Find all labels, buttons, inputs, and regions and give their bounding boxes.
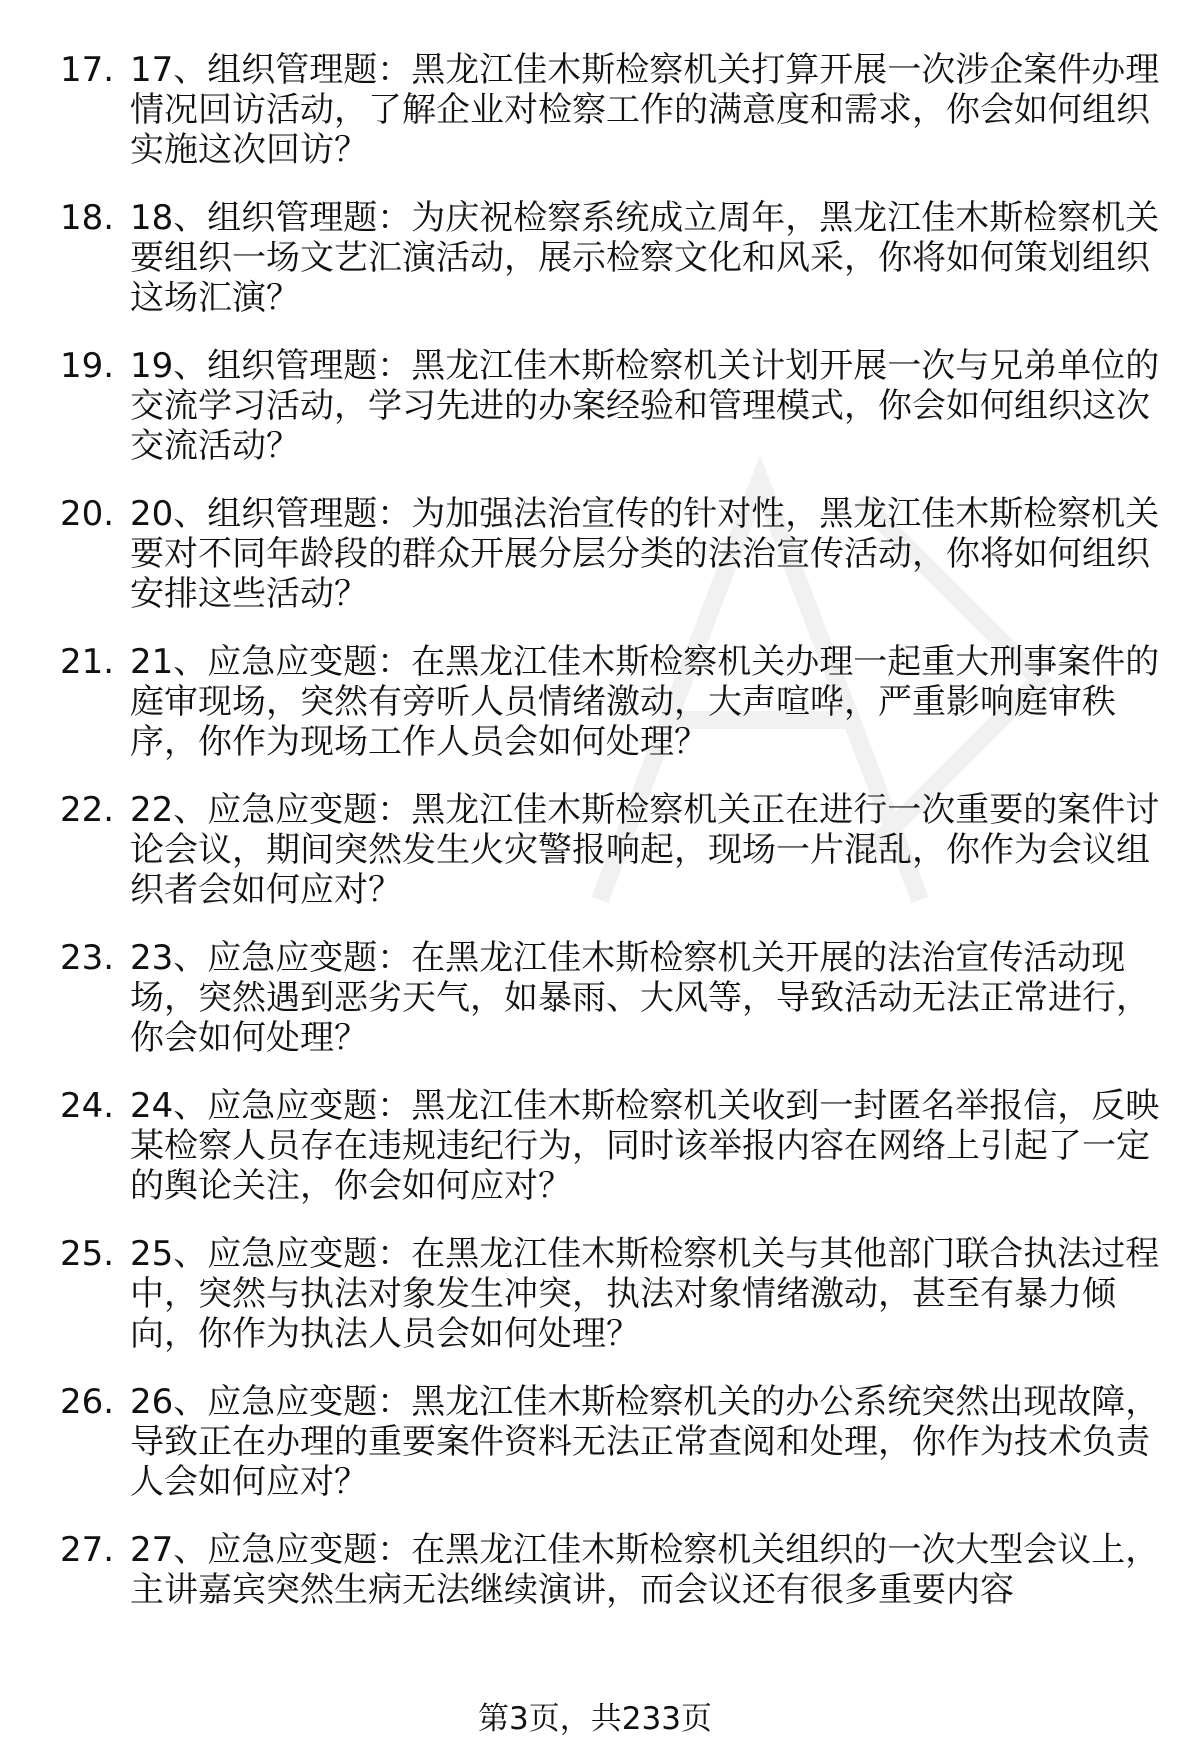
question-item [0, 50, 1190, 170]
question-text: 26、应急应变题：黑龙江佳木斯检察机关的办公系统突然出现故障，导致正在办理的重要案件资料无法正常查阅和处理，你作为技术负责人会如何应对？ [130, 1382, 1160, 1502]
question-text: 25、应急应变题：在黑龙江佳木斯检察机关与其他部门联合执法过程中，突然与执法对象发生冲突，执法对象情绪激动，甚至有暴力倾向，你作为执法人员会如何处理？ [130, 1234, 1160, 1354]
question-number: 22. [60, 790, 115, 830]
question-item [0, 790, 1190, 910]
question-list [0, 50, 1190, 1638]
question-item [0, 1086, 1190, 1206]
question-item [0, 1382, 1190, 1502]
question-text: 18、组织管理题：为庆祝检察系统成立周年，黑龙江佳木斯检察机关要组织一场文艺汇演活动，展示检察文化和风采，你将如何策划组织这场汇演？ [130, 198, 1160, 318]
question-number: 26. [60, 1382, 115, 1422]
question-item [0, 1234, 1190, 1354]
question-number: 19. [60, 346, 115, 386]
question-number: 20. [60, 494, 115, 534]
question-text: 24、应急应变题：黑龙江佳木斯检察机关收到一封匿名举报信，反映某检察人员存在违规违纪行为，同时该举报内容在网络上引起了一定的舆论关注，你会如何应对？ [130, 1086, 1160, 1206]
question-number: 21. [60, 642, 115, 682]
question-text: 21、应急应变题：在黑龙江佳木斯检察机关办理一起重大刑事案件的庭审现场，突然有旁听人员情绪激动，大声喧哗，严重影响庭审秩序，你作为现场工作人员会如何处理？ [130, 642, 1160, 762]
question-item [0, 346, 1190, 466]
question-text: 17、组织管理题：黑龙江佳木斯检察机关打算开展一次涉企案件办理情况回访活动，了解企业对检察工作的满意度和需求，你会如何组织实施这次回访？ [130, 50, 1160, 170]
question-number: 17. [60, 50, 115, 90]
question-text: 27、应急应变题：在黑龙江佳木斯检察机关组织的一次大型会议上，主讲嘉宾突然生病无法继续演讲，而会议还有很多重要内容 [130, 1530, 1160, 1610]
question-number: 27. [60, 1530, 115, 1570]
question-item [0, 642, 1190, 762]
page-footer: 第3页，共233页 [478, 1701, 712, 1737]
question-number: 24. [60, 1086, 115, 1126]
question-text: 19、组织管理题：黑龙江佳木斯检察机关计划开展一次与兄弟单位的交流学习活动，学习先进的办案经验和管理模式，你会如何组织这次交流活动？ [130, 346, 1160, 466]
question-number: 25. [60, 1234, 115, 1274]
question-number: 18. [60, 198, 115, 238]
question-number: 23. [60, 938, 115, 978]
question-item [0, 1530, 1190, 1610]
question-text: 22、应急应变题：黑龙江佳木斯检察机关正在进行一次重要的案件讨论会议，期间突然发生火灾警报响起，现场一片混乱，你作为会议组织者会如何应对？ [130, 790, 1160, 910]
question-item [0, 198, 1190, 318]
question-text: 23、应急应变题：在黑龙江佳木斯检察机关开展的法治宣传活动现场，突然遇到恶劣天气，如暴雨、大风等，导致活动无法正常进行，你会如何处理？ [130, 938, 1150, 1058]
question-item [0, 938, 1190, 1058]
question-text: 20、组织管理题：为加强法治宣传的针对性，黑龙江佳木斯检察机关要对不同年龄段的群众开展分层分类的法治宣传活动，你将如何组织安排这些活动？ [130, 494, 1160, 614]
question-item [0, 494, 1190, 614]
